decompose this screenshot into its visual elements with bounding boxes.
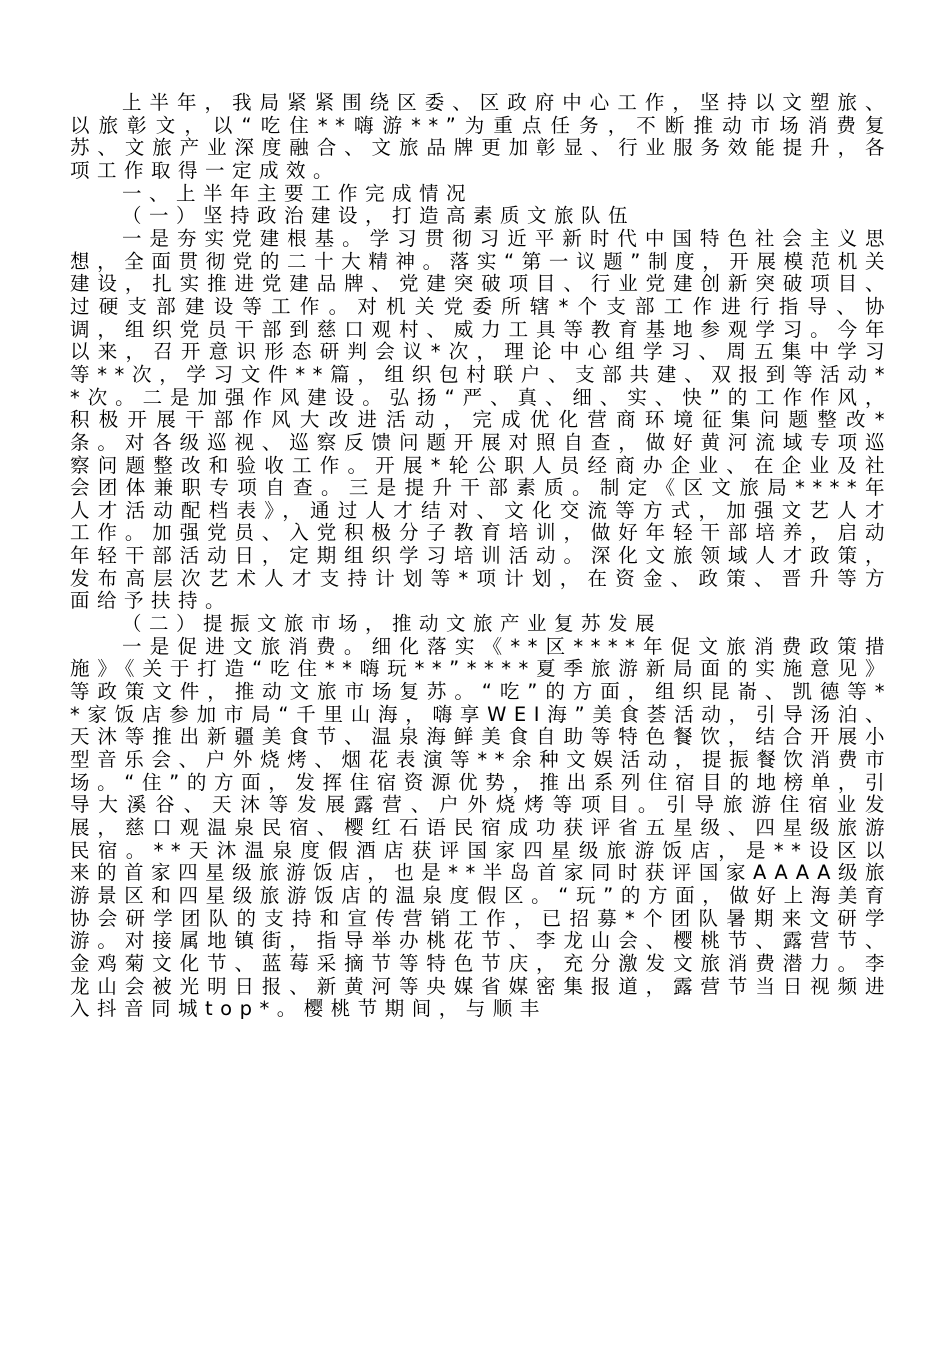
subsection-heading-2: （二）提振文旅市场，推动文旅产业复苏发展 — [122, 612, 663, 636]
section-heading: 一、上半年主要工作完成情况 — [122, 181, 474, 205]
body-paragraph-2: 一是促进文旅消费。细化落实《**区****年促文旅消费政策措施》《关于打造“吃住**嗨玩**”****夏季旅游新局面的实施意见》等政策文件，推动文旅市场复苏。“吃”的方面，组织昆嵛、凯德等**家饭店参加市局“千里山海，嗨享WEI海”美食荟活动，引导汤泊、天沐等推出新疆美食节、温泉海鲜美食自助等特色餐饮，结合开展小型音乐会、户外烧烤、烟花表演等**余种文娱活动，提振餐饮消费市场。“住”的方面，发挥住宿资源优势，推出系列住宿目的地榜单，引导大溪谷、天沐等发展露营、户外烧烤等项目。引导旅游住宿业发展，慈口观温泉民宿、樱红石语民宿成功获评省五星级、四星级旅游民宿。**天沐温泉度假酒店获评国家四星级旅游饭店，是**设区以来的首家四星级旅游饭店，也是**半岛首家同时获评国家AAAA级旅游景区和四星级旅游饭店的温泉度假区。“玩”的方面，做好上海美育协会研学团队的支持和宣传营销工作，已招募*个团队暑期来文研学游。对接属地镇街，指导举办桃花节、李龙山会、樱桃节、露营节、金鸡菊文化节、蓝莓采摘节等特色节庆，充分激发文旅消费潜力。李龙山会被光明日报、新黄河等央媒省媒密集报道，露营节当日视频进入抖音同城top*。樱桃节期间，与顺丰 — [70, 634, 892, 1021]
intro-paragraph: 上半年，我局紧紧围绕区委、区政府中心工作，坚持以文塑旅、以旅彰文，以“吃住**嗨游**”为重点任务，不断推动市场消费复苏、文旅产业深度融合、文旅品牌更加彰显、行业服务效能提升，各项工作取得一定成效。 — [70, 91, 892, 182]
subsection-heading-1: （一）坚持政治建设，打造高素质文旅队伍 — [122, 204, 636, 228]
body-paragraph-1: 一是夯实党建根基。学习贯彻习近平新时代中国特色社会主义思想，全面贯彻党的二十大精神。落实“第一议题”制度，开展模范机关建设，扎实推进党建品牌、党建突破项目、行业党建创新突破项目、过硬支部建设等工作。对机关党委所辖*个支部工作进行指导、协调，组织党员干部到慈口观村、威力工具等教育基地参观学习。今年以来，召开意识形态研判会议*次，理论中心组学习、周五集中学习等**次，学习文件**篇，组织包村联户、支部共建、双报到等活动**次。二是加强作风建设。弘扬“严、真、细、实、快”的工作作风，积极开展干部作风大改进活动，完成优化营商环境征集问题整改*条。对各级巡视、巡察反馈问题开展对照自查，做好黄河流域专项巡察问题整改和验收工作。开展*轮公职人员经商办企业、在企业及社会团体兼职专项自查。三是提升干部素质。制定《区文旅局****年人才活动配档表》，通过人才结对、文化交流等方式，加强文艺人才工作。加强党员、入党积极分子教育培训，做好年轻干部培养，启动年轻干部活动日，定期组织学习培训活动。深化文旅领域人才政策，发布高层次艺术人才支持计划等*项计划，在资金、政策、晋升等方面给予扶持。 — [70, 226, 892, 613]
document-page — [70, 92, 892, 1021]
